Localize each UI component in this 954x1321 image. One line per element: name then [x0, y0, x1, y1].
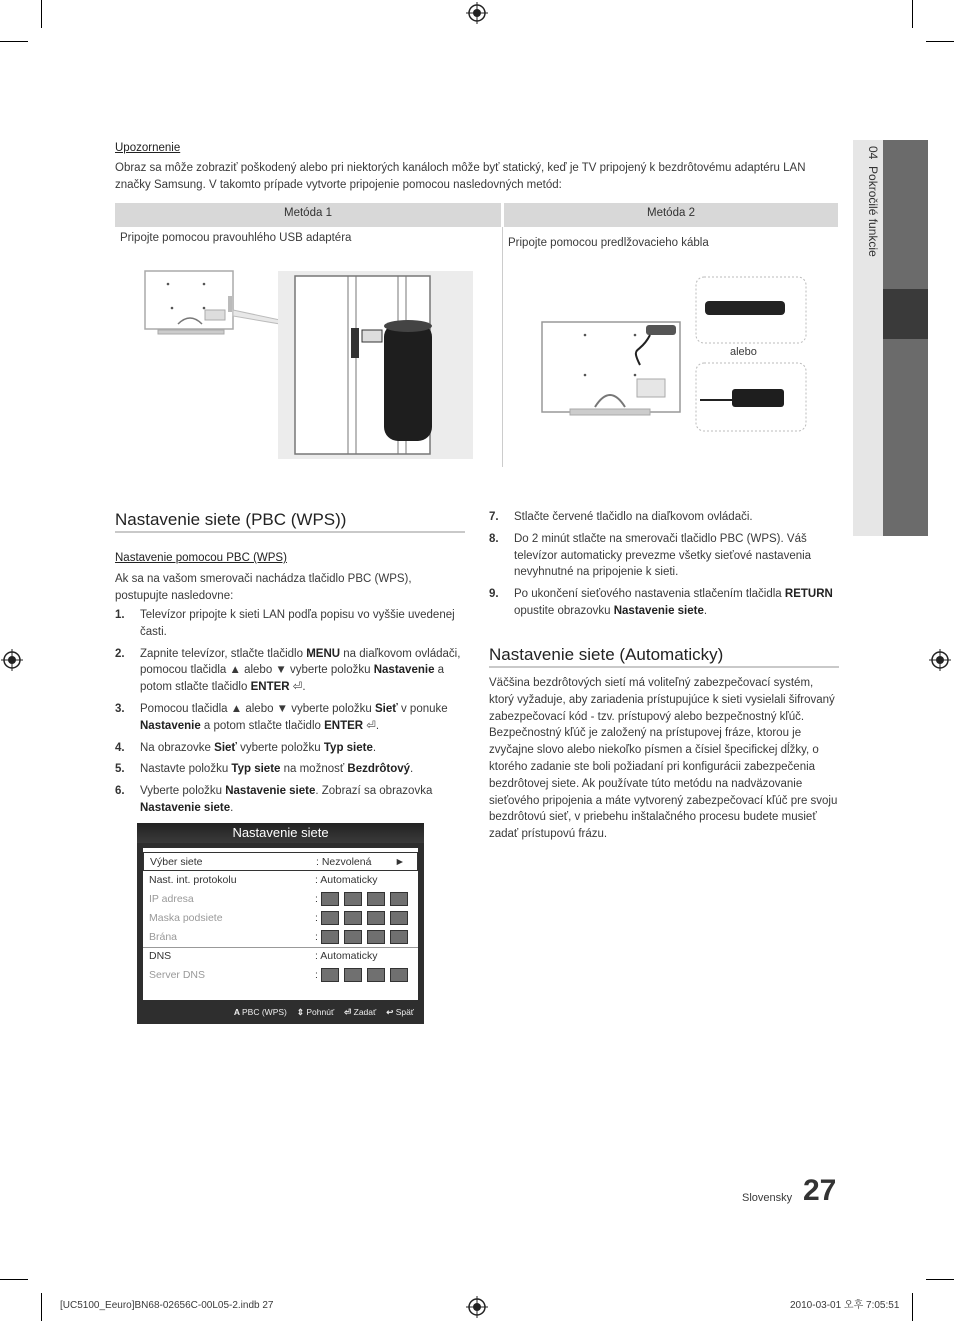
- crop-mark: [926, 1279, 954, 1280]
- step-text: .: [372, 741, 377, 754]
- step-text: ENTER: [324, 719, 364, 732]
- step-item: [489, 586, 839, 620]
- menu-title: Nastavenie siete: [137, 823, 424, 843]
- menu-row-value: :: [315, 966, 413, 985]
- ip-field-box: [344, 968, 362, 982]
- step-item: [115, 646, 465, 696]
- step-text: Stlačte červené tlačidlo na diaľkovom ovládači.: [514, 511, 753, 523]
- ip-field-box: [390, 968, 408, 982]
- pbc-title: Nastavenie siete (PBC (WPS)): [115, 510, 347, 529]
- menu-row-value: :: [315, 890, 413, 909]
- ip-field-box: [321, 911, 339, 925]
- step-number: 5.: [115, 763, 125, 776]
- step-text: Zapnite televízor, stlačte tlačidlo: [140, 647, 307, 660]
- menu-row-value: :: [315, 909, 413, 928]
- registration-mark-icon: [929, 649, 951, 671]
- pbc-title-rule: [115, 531, 465, 533]
- step-item: [115, 761, 465, 778]
- menu-row-label: IP adresa: [149, 893, 194, 905]
- step-text: . Zobrazí sa obrazovka: [315, 785, 433, 798]
- ip-field-box: [321, 892, 339, 906]
- ip-field-box: [367, 930, 385, 944]
- step-text: na diaľkovom ovládači, pomocou tlačidla ▲ alebo ▼ vyberte položku: [140, 647, 461, 677]
- method-2-desc: Pripojte pomocou predlžovacieho kábla: [508, 237, 709, 249]
- menu-footer-key-icon: ⏎: [344, 1007, 354, 1017]
- crop-mark: [41, 0, 42, 28]
- menu-row[interactable]: [143, 909, 418, 928]
- method-1-header: Metóda 1: [115, 203, 501, 227]
- chapter-tab-active: [883, 289, 928, 339]
- ip-field-box: [367, 911, 385, 925]
- page-number: 27: [803, 1174, 837, 1207]
- arrow-right-icon: ►: [394, 856, 405, 868]
- menu-row[interactable]: [143, 852, 418, 871]
- ip-field-box: [321, 930, 339, 944]
- menu-footer-hint: [386, 1007, 414, 1017]
- step-item: [115, 740, 465, 757]
- ip-field-box: [390, 930, 408, 944]
- extension-cable-illustration: [540, 275, 810, 435]
- chapter-label: [856, 146, 880, 306]
- step-text: na možnosť: [280, 763, 348, 776]
- menu-row[interactable]: [143, 928, 418, 948]
- menu-row-value: : Nezvolená: [316, 856, 372, 868]
- step-text: Nastavenie siete: [225, 785, 316, 798]
- ip-field-box: [344, 911, 362, 925]
- language-label: Slovensky: [742, 1192, 793, 1204]
- crop-mark: [926, 41, 954, 42]
- ip-field-box: [367, 968, 385, 982]
- ip-field-box: [344, 930, 362, 944]
- step-text: Nastavenie siete: [140, 801, 231, 814]
- menu-footer-label: Späť: [395, 1007, 414, 1017]
- step-item: [489, 531, 839, 581]
- step-text: v ponuke: [397, 702, 448, 715]
- crop-mark: [912, 0, 913, 28]
- step-number: 1.: [115, 609, 125, 621]
- step-text: Sieť: [375, 702, 398, 715]
- usb-adapter-illustration: [140, 268, 475, 460]
- menu-row[interactable]: [143, 871, 418, 890]
- chapter-title: Pokročilé funkcie: [866, 166, 880, 257]
- step-text: Nastavenie siete: [613, 604, 704, 617]
- step-text: Nastavenie: [140, 719, 201, 732]
- step-text: a potom stlačte tlačidlo: [200, 719, 325, 732]
- step-text: ⏎.: [289, 681, 306, 694]
- print-date: 2010-03-01 오후 7:05:51: [790, 1300, 900, 1311]
- menu-row[interactable]: [143, 890, 418, 909]
- step-number: 7.: [489, 511, 499, 523]
- network-settings-menu: [137, 823, 424, 1024]
- ip-field-box: [344, 892, 362, 906]
- crop-mark: [41, 1293, 42, 1321]
- alt-label: alebo: [730, 346, 757, 358]
- pbc-steps: [115, 607, 465, 822]
- step-text: opustite obrazovku: [514, 604, 614, 617]
- step-text: ⏎.: [363, 719, 380, 732]
- notice-text: Obraz sa môže zobraziť poškodený alebo pri niektorých kanáloch môže byť statický, keď je TV pripojený k bezdrôtovému adaptéru LAN značky Samsung. V takomto prípade vytvorte pripojenie pomocou nasledovných metód:: [115, 162, 806, 191]
- step-text: RETURN: [784, 588, 833, 601]
- menu-row[interactable]: [143, 947, 418, 966]
- step-text: Typ siete: [323, 741, 373, 754]
- step-text: Do 2 minút stlačte na smerovači tlačidlo PBC (WPS). Váš televízor automaticky prevezme všetky sieťové nastavenia nevyhnutné na pripojenie k sieti.: [514, 532, 812, 579]
- ip-field-box: [390, 892, 408, 906]
- menu-footer-key-icon: ⇕: [296, 1007, 307, 1017]
- registration-mark-icon: [466, 2, 488, 24]
- method-1-desc: Pripojte pomocou pravouhlého USB adaptéra: [120, 232, 352, 244]
- table-divider: [502, 227, 503, 467]
- step-text: Typ siete: [231, 763, 281, 776]
- menu-footer: [137, 1000, 424, 1024]
- step-number: 8.: [489, 532, 499, 545]
- step-text: Pomocou tlačidla ▲ alebo ▼ vyberte položku: [140, 702, 375, 715]
- menu-row-label: Výber siete: [150, 856, 203, 868]
- menu-row-label: Server DNS: [149, 969, 206, 981]
- step-text: Nastavte položku: [140, 763, 232, 776]
- crop-mark: [0, 41, 28, 42]
- menu-row-label: DNS: [149, 950, 172, 962]
- step-item: [489, 509, 839, 526]
- menu-footer-label: PBC (WPS): [242, 1007, 287, 1017]
- notice-heading: Upozornenie: [115, 142, 181, 154]
- menu-row-value: :: [315, 928, 413, 947]
- step-number: 4.: [115, 741, 125, 754]
- menu-row-label: Brána: [149, 931, 178, 943]
- crop-mark: [0, 1279, 28, 1280]
- menu-row-value: : Automaticky: [315, 874, 378, 886]
- step-item: [115, 701, 465, 735]
- menu-footer-hint: [234, 1007, 287, 1017]
- pbc-intro: Ak sa na vašom smerovači nachádza tlačidlo PBC (WPS), postupujte nasledovne:: [115, 573, 412, 602]
- step-text: ENTER: [250, 681, 290, 694]
- step-text: Bezdrôtový: [347, 763, 411, 776]
- step-text: Vyberte položku: [140, 785, 226, 798]
- menu-row[interactable]: [143, 966, 418, 985]
- ip-field-box: [321, 968, 339, 982]
- step-number: 3.: [115, 702, 125, 715]
- auto-title: Nastavenie siete (Automaticky): [489, 645, 724, 664]
- ip-field-box: [390, 911, 408, 925]
- registration-mark-icon: [466, 1296, 488, 1318]
- file-info: [UC5100_Eeuro]BN68-02656C-00L05-2.indb 27: [60, 1300, 274, 1311]
- menu-footer-label: Pohnúť: [306, 1007, 335, 1017]
- auto-text: Väčšina bezdrôtových sietí má voliteľný zabezpečovací systém, ktorý vyžaduje, aby zariadenia prístupujúce k sieti vysielali šifrovaný zabezpečovací kód - tzv. prístupový alebo bezpečnostný kľúč. Bezpečnostný kľúč je založený na prístupovej fráze, ktorou je zvyčajne slovo alebo niekoľko písmen a čísiel špecifickej dĺžky, o ktorého zadanie ste boli požiadaní pri konfigurácii zabezpečenia bezdrôtovej siete. Ak používate túto metódu na nadväzovanie sieťového pripojenia a máte vytvorený zabezpečovací kľúč pre svoju bezdrôtovú sieť, v priebehu inštalačného procesu budete musieť zadať prístupovú frázu.: [489, 677, 838, 841]
- step-text: Televízor pripojte k sieti LAN podľa popisu vo vyššie uvedenej časti.: [140, 609, 455, 638]
- method-2-header: Metóda 2: [504, 203, 838, 227]
- menu-footer-label: Zadať: [353, 1007, 377, 1017]
- step-text: .: [410, 763, 414, 776]
- menu-row-label: Nast. int. protokolu: [149, 874, 237, 886]
- step-text: .: [230, 801, 234, 814]
- step-text: .: [703, 604, 708, 617]
- menu-footer-hint: [344, 1007, 376, 1017]
- step-number: 9.: [489, 588, 499, 601]
- menu-footer-hint: [297, 1007, 334, 1017]
- auto-title-rule: [489, 666, 839, 668]
- step-number: 6.: [115, 785, 125, 798]
- pbc-subheading: Nastavenie pomocou PBC (WPS): [115, 552, 287, 564]
- step-text: a potom stlačte tlačidlo: [140, 664, 445, 694]
- step-text: MENU: [306, 647, 341, 660]
- registration-mark-icon: [1, 649, 23, 671]
- step-number: 2.: [115, 647, 125, 660]
- menu-footer-key-icon: ↩: [386, 1007, 396, 1017]
- menu-row-value: : Automaticky: [315, 950, 378, 962]
- menu-row-label: Maska podsiete: [149, 912, 223, 924]
- step-text: Sieť: [214, 741, 237, 754]
- crop-mark: [912, 1293, 913, 1321]
- step-item: [115, 607, 465, 641]
- step-text: vyberte položku: [236, 741, 324, 754]
- step-text: Nastavenie: [373, 664, 435, 677]
- step-text: Po ukončení sieťového nastavenia stlačením tlačidla: [514, 588, 785, 601]
- pbc-steps-continued: [489, 509, 839, 625]
- step-text: Na obrazovke: [140, 741, 215, 754]
- chapter-number: 04: [866, 146, 880, 160]
- menu-footer-key-icon: A: [233, 1007, 243, 1017]
- ip-field-box: [367, 892, 385, 906]
- step-item: [115, 783, 465, 817]
